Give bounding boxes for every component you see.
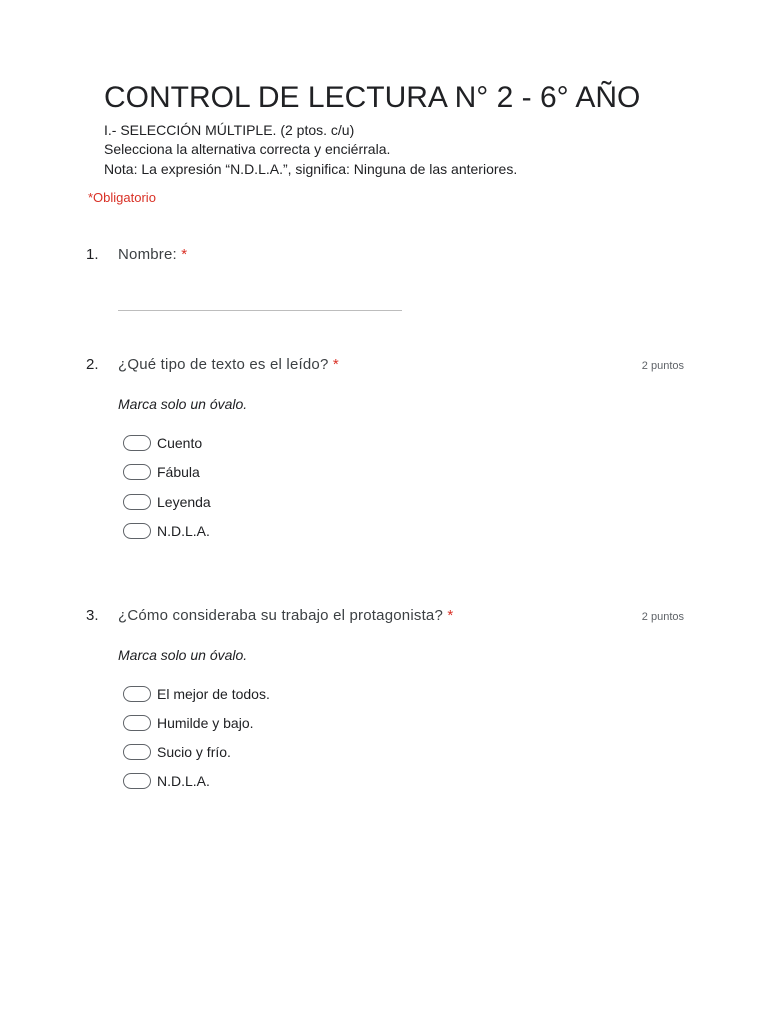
question-1-text (118, 245, 187, 265)
question-1-label: Nombre: (118, 246, 177, 263)
required-star: * (447, 607, 454, 624)
question-1-number: 1. (86, 246, 99, 263)
option-el-mejor-de-todos[interactable] (123, 684, 270, 704)
radio-oval[interactable] (123, 744, 151, 760)
question-2-label: ¿Qué tipo de texto es el leído? (118, 356, 329, 373)
radio-oval[interactable] (123, 494, 151, 510)
question-2-points: 2 puntos (641, 360, 684, 372)
option-ndla[interactable] (123, 771, 210, 791)
radio-oval[interactable] (123, 773, 151, 789)
question-2-instruction: Marca solo un óvalo. (118, 396, 248, 412)
question-3-points: 2 puntos (641, 611, 684, 623)
question-2-text (118, 355, 339, 375)
option-leyenda[interactable] (123, 492, 211, 512)
form-title: CONTROL DE LECTURA N° 2 - 6° AÑO (104, 81, 641, 114)
question-3-number: 3. (86, 607, 99, 624)
question-2-number: 2. (86, 356, 99, 373)
radio-oval[interactable] (123, 686, 151, 702)
description-line-1: I.- SELECCIÓN MÚLTIPLE. (2 ptos. c/u) (104, 122, 355, 138)
option-ndla[interactable] (123, 521, 210, 541)
question-3-label: ¿Cómo consideraba su trabajo el protagonista? (118, 607, 444, 624)
radio-oval[interactable] (123, 523, 151, 539)
radio-oval[interactable] (123, 715, 151, 731)
option-label: Fábula (157, 464, 200, 480)
option-humilde-y-bajo[interactable] (123, 713, 254, 733)
option-label: N.D.L.A. (157, 773, 210, 789)
description-line-2: Selecciona la alternativa correcta y enciérrala. (104, 141, 391, 157)
option-cuento[interactable] (123, 433, 202, 453)
option-label: Humilde y bajo. (157, 715, 254, 731)
option-sucio-y-frio[interactable] (123, 742, 231, 762)
question-3-text (118, 606, 453, 626)
name-answer-field[interactable] (118, 310, 402, 311)
question-3-instruction: Marca solo un óvalo. (118, 647, 248, 663)
radio-oval[interactable] (123, 435, 151, 451)
radio-oval[interactable] (123, 464, 151, 480)
option-label: N.D.L.A. (157, 523, 210, 539)
option-label: Sucio y frío. (157, 744, 231, 760)
option-label: Cuento (157, 435, 203, 451)
option-label: Leyenda (157, 494, 211, 510)
option-label: El mejor de todos. (157, 686, 270, 702)
option-fabula[interactable] (123, 462, 200, 482)
description-line-3: Nota: La expresión “N.D.L.A.”, significa: Ninguna de las anteriores. (104, 161, 518, 177)
required-note: *Obligatorio (88, 190, 156, 205)
required-star: * (181, 246, 188, 263)
required-star: * (332, 356, 339, 373)
